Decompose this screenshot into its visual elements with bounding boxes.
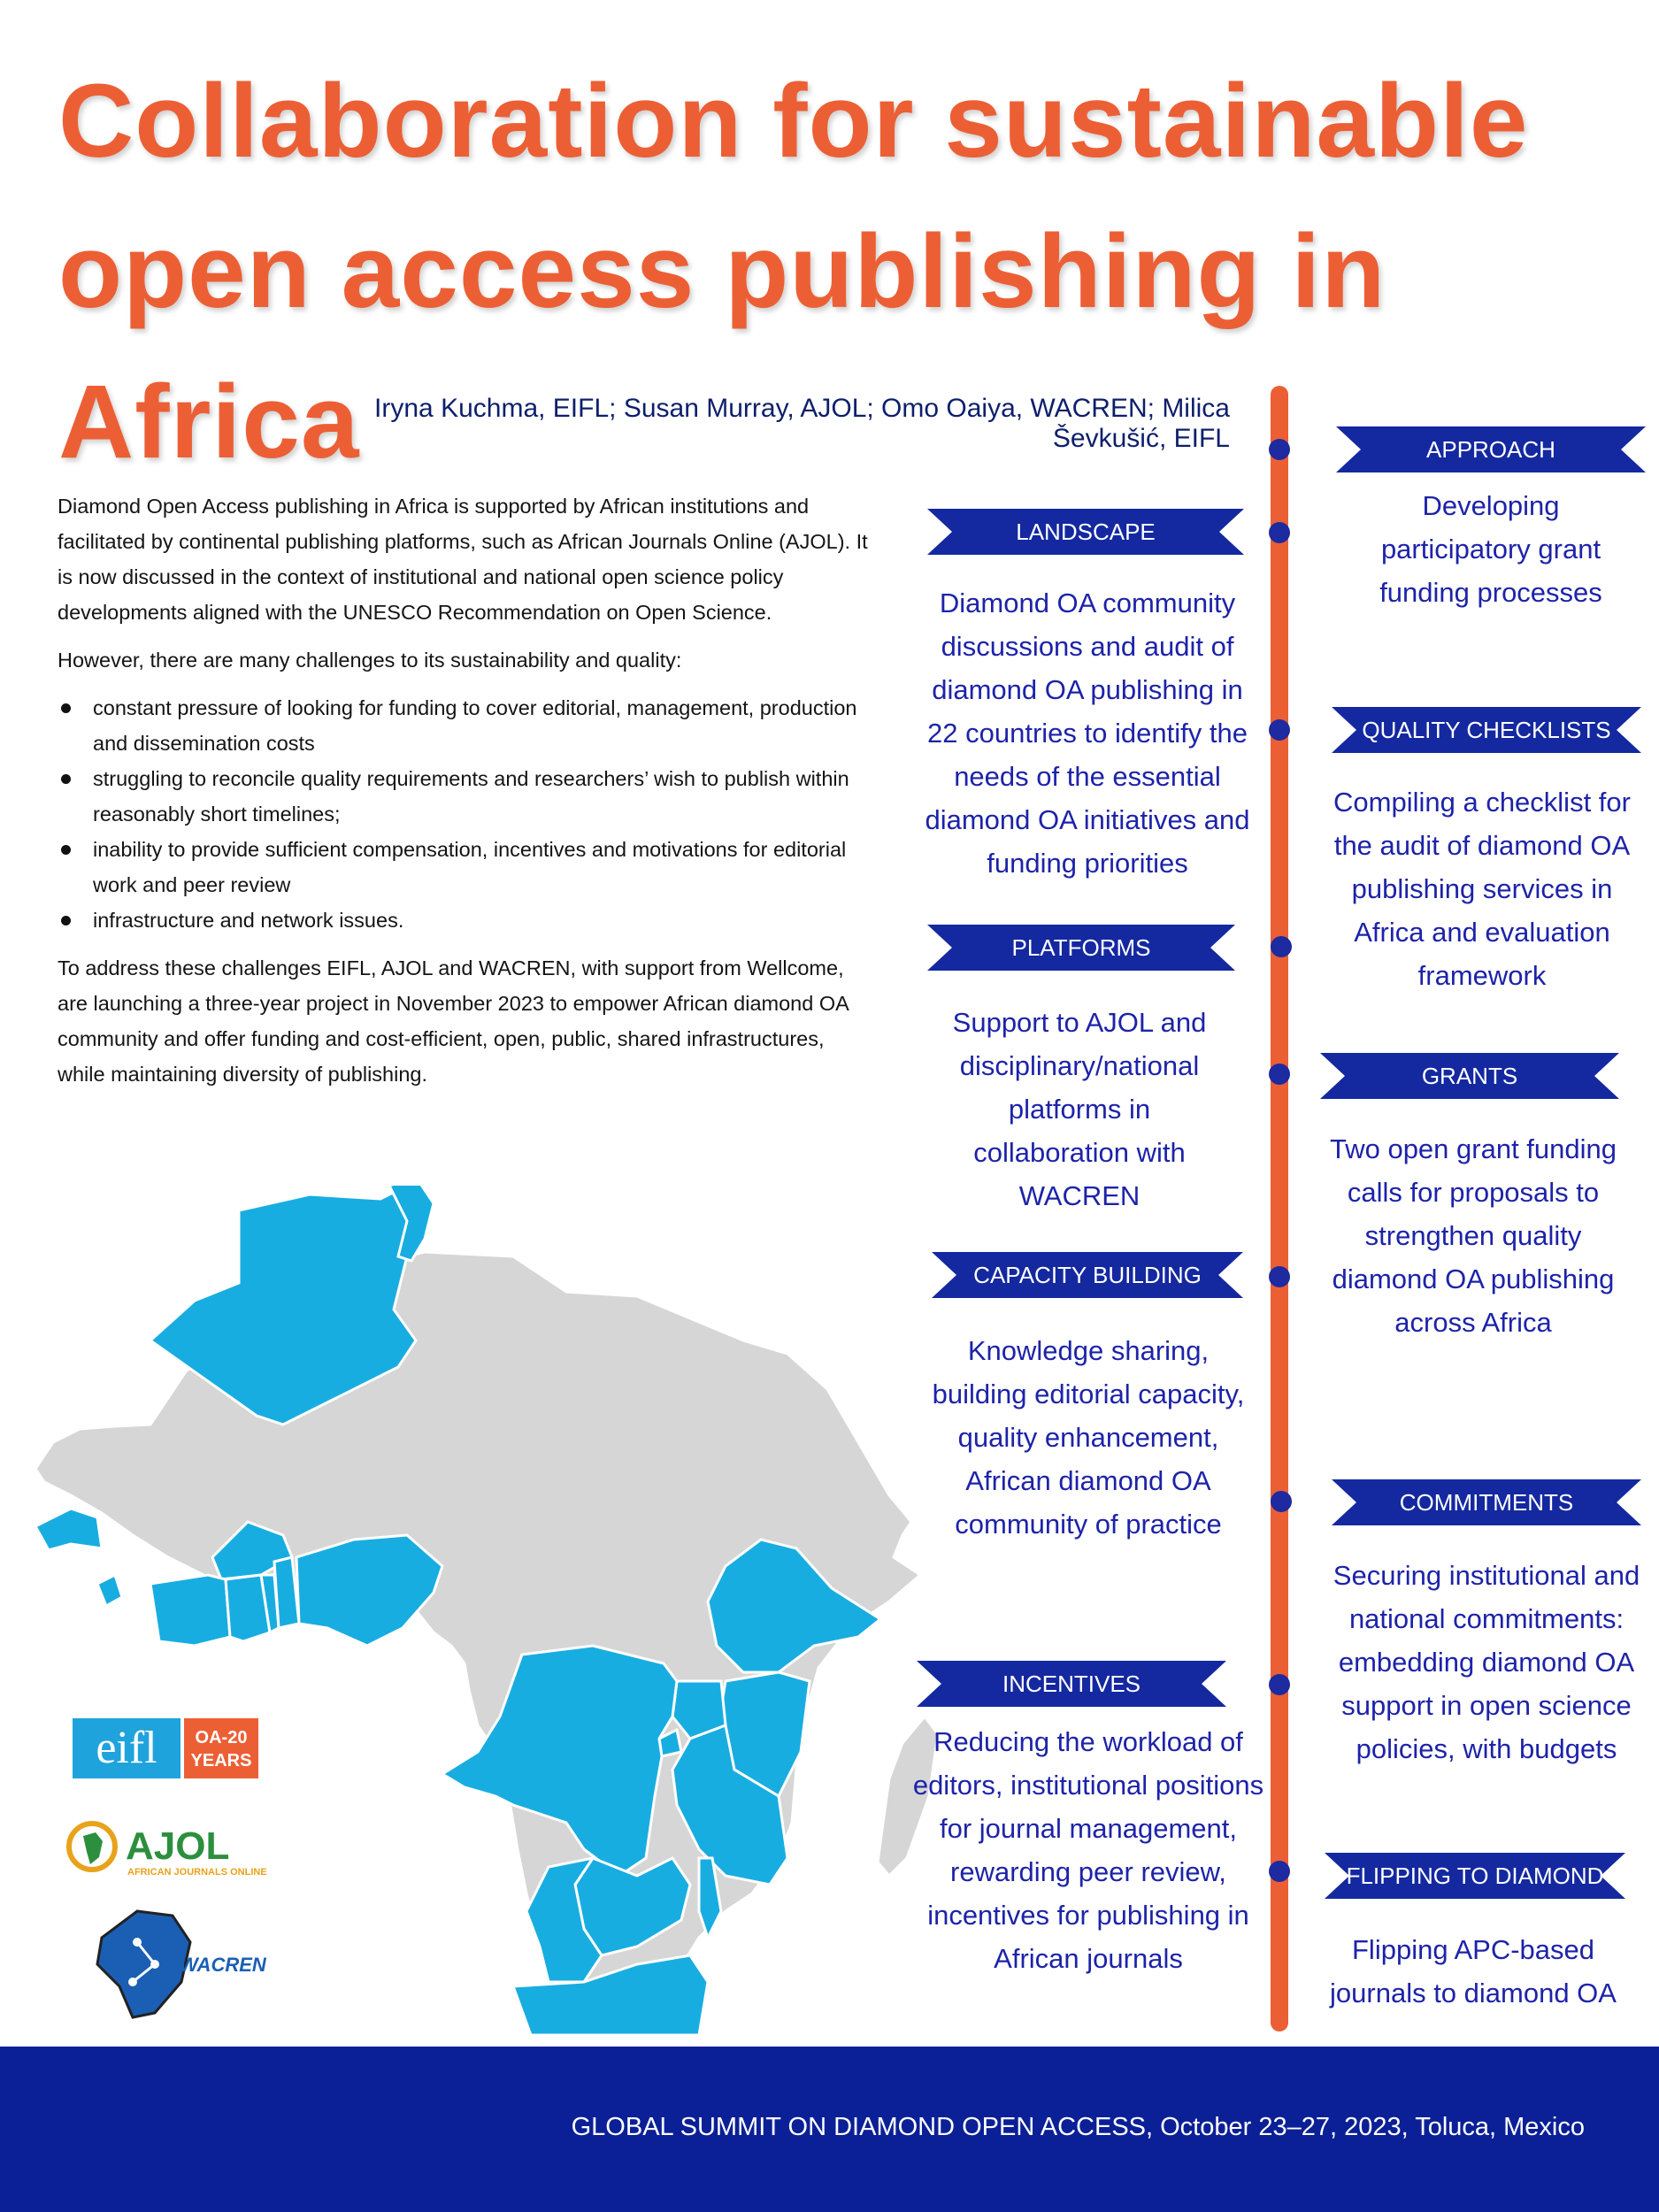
- list-item: infrastructure and network issues.: [58, 902, 872, 938]
- eifl-badge-line1: OA-20: [195, 1728, 248, 1747]
- list-item: constant pressure of looking for funding to cover editorial, management, production and dissemination costs: [58, 690, 872, 761]
- timeline-dot: [1269, 1674, 1290, 1695]
- quality-label: QUALITY CHECKLISTS: [1362, 716, 1611, 743]
- timeline-dot: [1269, 1064, 1290, 1085]
- intro-paragraph-1: Diamond Open Access publishing in Africa is supported by African institutions and facilitated by continental publishing platforms, such as African Journals Online (AJOL). It is now discussed in the context of institutional and national open science policy developments aligned with the UNESCO Recommendation on Open Science.: [58, 495, 868, 624]
- footer-text: GLOBAL SUMMIT ON DIAMOND OPEN ACCESS, October 23–27, 2023, Toluca, Mexico: [571, 2113, 1585, 2141]
- capacity-text: Knowledge sharing, building editorial capacity, quality enhancement, African diamond OA community of practice: [932, 1335, 1245, 1540]
- grants-banner: [1320, 1053, 1619, 1099]
- capacity-banner: [932, 1252, 1243, 1298]
- authors: Iryna Kuchma, EIFL; Susan Murray, AJOL; Omo Oaiya, WACREN; Milica Ševkušić, EIFL: [374, 394, 1230, 453]
- platforms-banner: [927, 925, 1235, 971]
- quality-banner: [1332, 707, 1641, 753]
- landscape-label: LANDSCAPE: [1016, 518, 1156, 545]
- timeline-dot: [1269, 439, 1290, 460]
- platforms-text: Support to AJOL and disciplinary/national platforms in collaboration with WACREN: [952, 1007, 1207, 1211]
- country-nigeria: [296, 1535, 442, 1646]
- commitments-banner: [1332, 1479, 1641, 1525]
- wacren-logo: [84, 1902, 270, 2026]
- flipping-text: Flipping APC-based journals to diamond OA: [1330, 1934, 1617, 2008]
- ajol-logo: [64, 1818, 276, 1880]
- approach-banner: [1336, 426, 1646, 472]
- intro-text: [58, 488, 872, 1104]
- country-cote-divoire: [150, 1575, 230, 1646]
- incentives-banner: [917, 1661, 1226, 1707]
- wacren-logo-text: WACREN: [180, 1954, 266, 1976]
- eifl-logo-text: eifl: [96, 1723, 157, 1773]
- quality-text: Compiling a checklist for the audit of diamond OA publishing services in Africa and evaluation framework: [1333, 787, 1631, 991]
- list-item: inability to provide sufficient compensation, incentives and motivations for editorial work and peer review: [58, 832, 872, 902]
- timeline-dot: [1269, 1266, 1290, 1287]
- flipping-label: FLIPPING TO DIAMOND: [1346, 1862, 1604, 1889]
- timeline-dot: [1271, 936, 1292, 957]
- capacity-label: CAPACITY BUILDING: [973, 1261, 1202, 1288]
- commitments-label: COMMITMENTS: [1399, 1488, 1574, 1516]
- ajol-logo-text: AJOL: [126, 1824, 230, 1868]
- approach-text: Developing participatory grant funding processes: [1379, 490, 1602, 608]
- timeline-dot: [1269, 522, 1290, 543]
- commitments-text: Securing institutional and national commitments: embedding diamond OA support in open science policies, with budgets: [1333, 1560, 1640, 1764]
- poster-title-line1: Collaboration for sustainable: [58, 63, 1529, 180]
- landscape-text: Diamond OA community discussions and audit of diamond OA publishing in 22 countries to identify the needs of the essential diamond OA initiatives and funding priorities: [925, 588, 1250, 879]
- timeline-bar: [1271, 386, 1288, 2032]
- incentives-text: Reducing the workload of editors, institutional positions for journal management, rewarding peer review, incentives for publishing in African journals: [912, 1726, 1264, 1974]
- grants-text: Two open grant funding calls for proposals to strengthen quality diamond OA publishing across Africa: [1329, 1133, 1617, 1338]
- poster-title-line2: open access publishing in Africa: [58, 213, 1386, 480]
- intro-paragraph-3: To address these challenges EIFL, AJOL and WACREN, with support from Wellcome, are launching a three-year project in November 2023 to empower African diamond OA community and offer funding and cost-efficient, open, public, shared infrastructures, while maintaining diversity of publishing.: [58, 956, 849, 1086]
- eifl-logo: [73, 1718, 258, 1778]
- eifl-badge-line2: YEARS: [190, 1751, 252, 1770]
- timeline-dot: [1269, 1861, 1290, 1882]
- ajol-logo-subtitle: AFRICAN JOURNALS ONLINE: [127, 1867, 267, 1878]
- footer: [0, 2047, 1659, 2212]
- list-item: struggling to reconcile quality requirements and researchers’ wish to publish within reasonably short timelines;: [58, 761, 872, 832]
- timeline-dot: [1269, 719, 1290, 741]
- country-senegal: [35, 1509, 102, 1550]
- incentives-label: INCENTIVES: [1002, 1670, 1141, 1697]
- intro-paragraph-2: However, there are many challenges to its sustainability and quality:: [58, 649, 682, 672]
- approach-label: APPROACH: [1426, 435, 1555, 463]
- grants-label: GRANTS: [1421, 1062, 1518, 1089]
- country-sierra-leone: [97, 1575, 122, 1606]
- timeline-dot: [1271, 1491, 1292, 1512]
- flipping-banner: [1325, 1853, 1625, 1899]
- platforms-label: PLATFORMS: [1011, 933, 1151, 961]
- challenges-list: [58, 690, 872, 938]
- landscape-banner: [927, 509, 1244, 555]
